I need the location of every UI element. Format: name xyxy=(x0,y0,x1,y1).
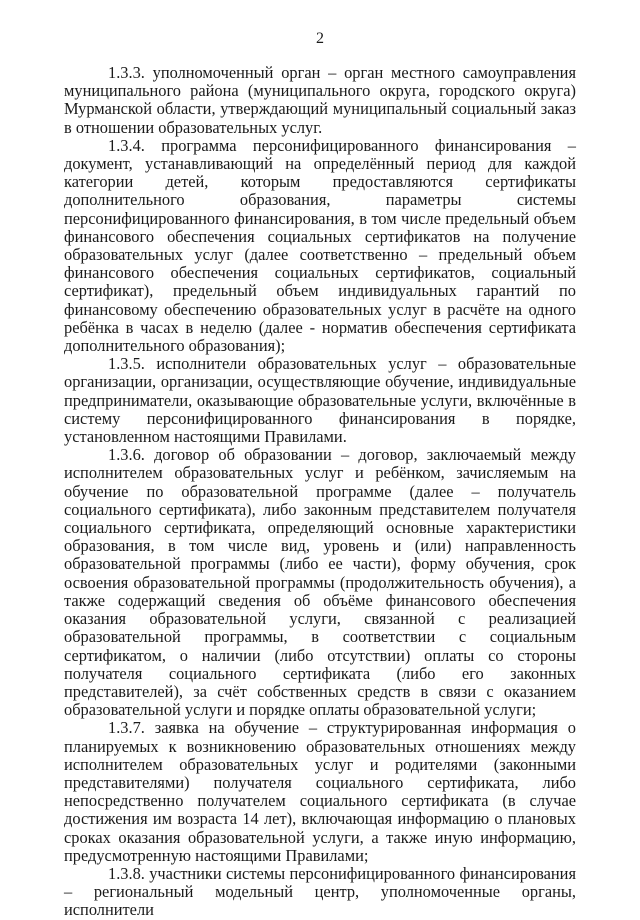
paragraph-1-3-3: 1.3.3. уполномоченный орган – орган местного самоуправления муниципального района (муниципального округа, городского округа) Мурманской области, утверждающий муниципальный социальный заказ в отношении образовательных услуг. xyxy=(64,63,576,137)
paragraph-1-3-7: 1.3.7. заявка на обучение – структурированная информация о планируемых к возникновению образовательных отношениях между исполнителем образовательных услуг и родителями (законными представителями) получателя социального сертификата, либо непосредственно получателем социального сертификата (в случае достижения им возраста 14 лет), включающая информацию о плановых сроках оказания образовательной услуги, а также иную информацию, предусмотренную настоящими Правилами; xyxy=(64,718,576,865)
paragraph-1-3-5: 1.3.5. исполнители образовательных услуг – образовательные организации, организации, осуществляющие обучение, индивидуальные предприниматели, оказывающие образовательные услуги, включённые в систему персонифицированного финансирования в порядке, установленном настоящими Правилами. xyxy=(64,354,576,447)
page-number: 2 xyxy=(316,30,324,47)
paragraph-1-3-4: 1.3.4. программа персонифицированного финансирования – документ, устанавливающий на определённый период для каждой категории детей, которым предоставляются сертификаты дополнительного образования, параметры системы персонифицированного финансирования, в том числе предельный объем финансового обеспечения социальных сертификатов на получение образовательных услуг (далее соответственно – предельный объем финансового обеспечения социальных сертификатов, социальный сертификат), предельный объем индивидуальных гарантий по финансовому обеспечению образовательных услуг в расчёте на одного ребёнка в часах в неделю (далее - норматив обеспечения сертификата дополнительного образования); xyxy=(64,135,576,356)
document-body xyxy=(64,64,576,920)
paragraph-1-3-6: 1.3.6. договор об образовании – договор, заключаемый между исполнителем образовательных услуг и ребёнком, зачисляемым на обучение по образовательной программе (далее – получатель социального сертификата), либо законным представителем получателя социального сертификата, определяющий основные характеристики образования, в том числе вид, уровень и (или) направленность образовательной программы (либо ее части), форму обучения, срок освоения образовательной программы (продолжительность обучения), а также содержащий сведения об объёме финансового обеспечения оказания образовательной услуги, связанной с реализацией образовательной программы, в соответствии с социальным сертификатом, о наличии (либо отсутствии) оплаты со стороны получателя социального сертификата (либо его законных представителей), за счёт собственных средств в связи с оказанием образовательной услуги и порядке оплаты образовательной услуги; xyxy=(64,445,576,720)
paragraph-1-3-8: 1.3.8. участники системы персонифицированного финансирования – региональный модельный центр, уполномоченные органы, исполнители xyxy=(64,863,576,920)
